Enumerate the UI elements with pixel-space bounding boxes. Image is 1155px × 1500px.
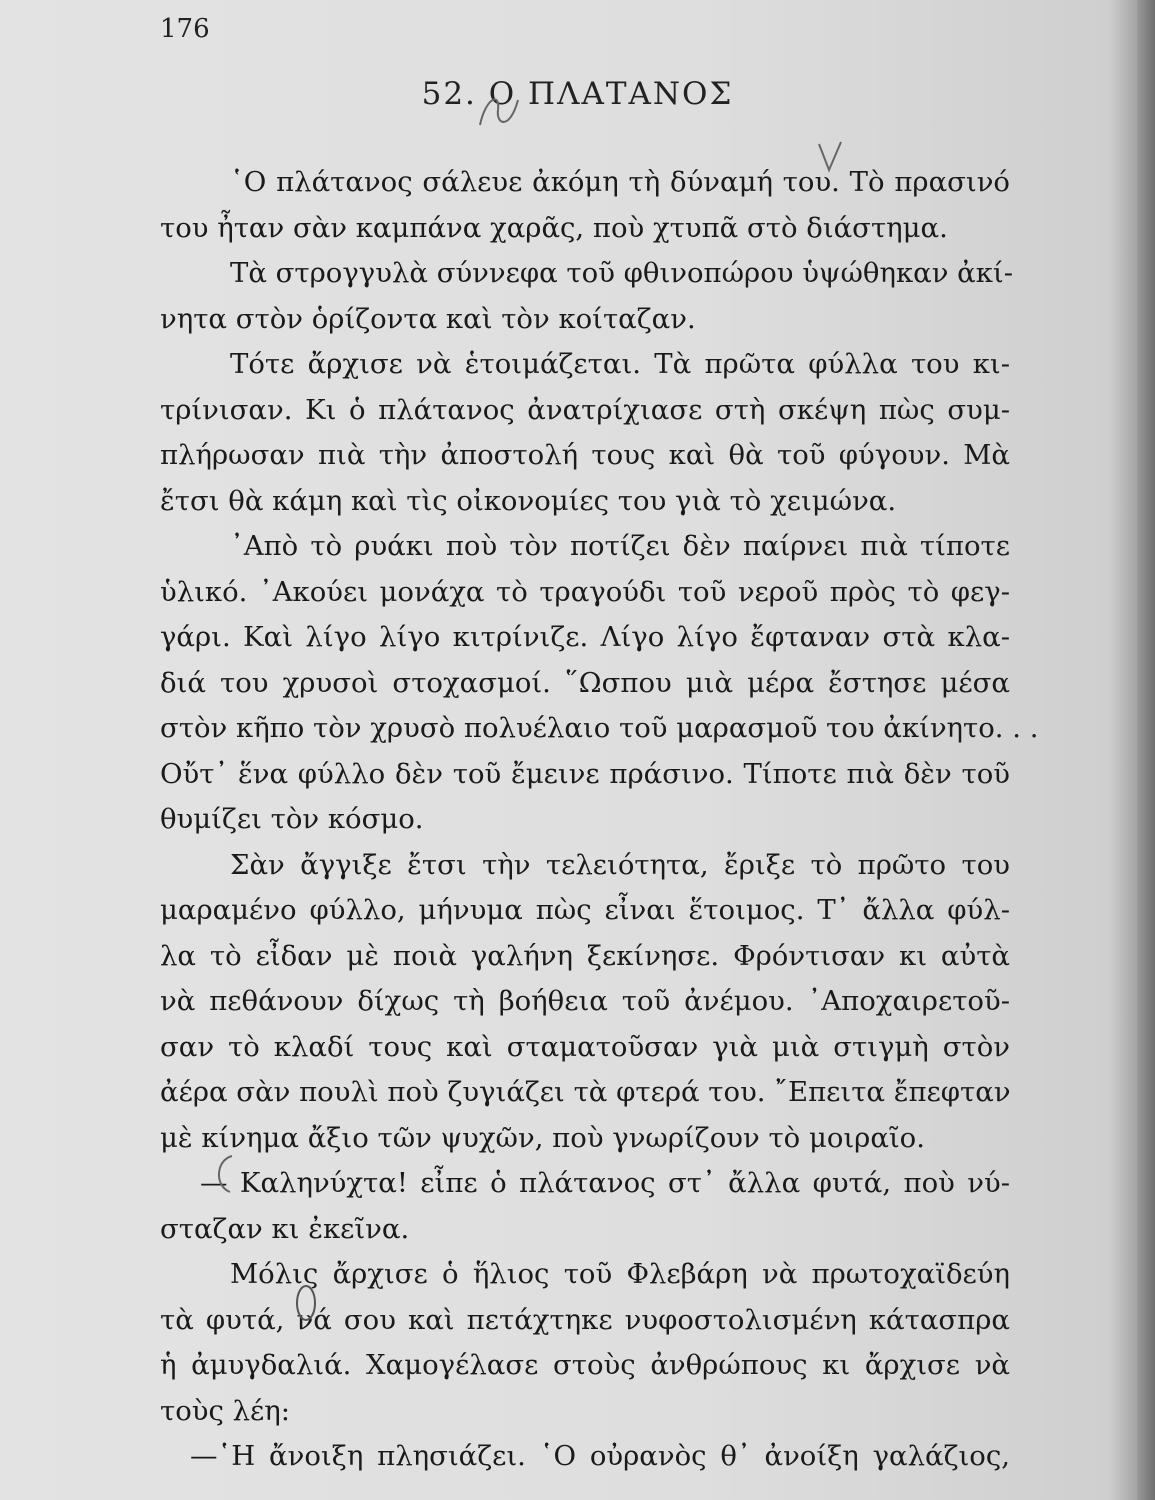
body-text <box>160 160 1039 1480</box>
text-line: ἔτσι θὰ κάμη καὶ τὶς οἰκονομίες του γιὰ τὸ χειμώνα. <box>160 484 897 517</box>
text-line: νητα στὸν ὁρίζοντα καὶ τὸν κοίταζαν. <box>160 302 696 335</box>
page-edge-shadow <box>1137 0 1155 1500</box>
text-line: σαν τὸ κλαδί τους καὶ σταματοῦσαν γιὰ μιὰ στιγμὴ στὸν <box>160 1030 1010 1063</box>
text-line: τοὺς λέη: <box>160 1394 291 1427</box>
text-line: διά του χρυσοὶ στοχασμοί. ῞Ωσπου μιὰ μέρα ἔστησε μέσα <box>160 666 1010 699</box>
text-line: στὸν κῆπο τὸν χρυσὸ πολυέλαιο τοῦ μαρασμοῦ του ἀκίνητο. . . <box>160 712 1039 744</box>
text-line: Σὰν ἄγγιξε ἔτσι τὴν τελειότητα, ἔριξε τὸ πρῶτο του <box>230 848 1010 881</box>
text-line: τρίνισαν. Κι ὁ πλάτανος ἀνατρίχιασε στὴ σκέψη πὼς συμ- <box>160 393 1010 426</box>
text-line: μὲ κίνημα ἄξιο τῶν ψυχῶν, ποὺ γνωρίζουν τὸ μοιραῖο. <box>160 1121 925 1154</box>
text-line: Τότε ἄρχισε νὰ ἑτοιμάζεται. Τὰ πρῶτα φύλλα του κι- <box>230 348 1010 380</box>
text-line: ὑλικό. ᾿Ακούει μονάχα τὸ τραγούδι τοῦ νεροῦ πρὸς τὸ φεγ- <box>160 575 1010 608</box>
page-number: 176 <box>160 14 210 44</box>
text-line: ἀέρα σὰν πουλὶ ποὺ ζυγιάζει τὰ φτερά του. ῎Επειτα ἔπεφταν <box>160 1076 1011 1108</box>
text-line: μαραμένο φύλλο, μήνυμα πὼς εἶναι ἕτοιμος. Τ᾿ ἄλλα φύλ- <box>160 894 1010 926</box>
pencil-check-mark <box>815 140 845 180</box>
pencil-circle-mark <box>292 1282 320 1324</box>
text-line: ῾Ο πλάτανος σάλευε ἀκόμη τὴ δύναμή του. Τὸ πρασινό <box>230 166 1010 198</box>
text-line: ἡ ἀμυγδαλιά. Χαμογέλασε στοὺς ἀνθρώπους κι ἄρχισε νὰ <box>160 1349 1010 1381</box>
chapter-title: 52. Ο ΠΛΑΤΑΝΟΣ <box>421 76 734 112</box>
text-line: τὰ φυτά, νά σου καὶ πετάχτηκε νυφοστολισμένη κάτασπρα <box>160 1303 1010 1336</box>
text-line: — Καληνύχτα! εἶπε ὁ πλάτανος στ᾿ ἄλλα φυτά, ποὺ νύ- <box>200 1167 1010 1199</box>
text-line: —῾Η ἄνοιξη πλησιάζει. ῾Ο οὐρανὸς θ᾿ ἀνοίξη γαλάζιος, <box>190 1440 1010 1472</box>
text-line: Τὰ στρογγυλὰ σύννεφα τοῦ φθινοπώρου ὑψώθηκαν ἀκί- <box>230 257 1013 289</box>
text-line: νὰ πεθάνουν δίχως τὴ βοήθεια τοῦ ἀνέμου. ᾿Αποχαιρετοῦ- <box>160 985 1010 1017</box>
text-line: πλήρωσαν πιὰ τὴν ἀποστολή τους καὶ θὰ τοῦ φύγουν. Μὰ <box>160 439 1010 471</box>
text-line: Μόλις ἄρχισε ὁ ἥλιος τοῦ Φλεβάρη νὰ πρωτοχαϊδεύη <box>230 1258 1010 1290</box>
text-line: σταζαν κι ἐκεῖνα. <box>160 1212 410 1245</box>
text-line: θυμίζει τὸν κόσμο. <box>160 803 424 835</box>
pencil-annotation-mark <box>470 80 530 140</box>
text-line: Οὔτ᾿ ἕνα φύλλο δὲν τοῦ ἔμεινε πράσινο. Τίποτε πιὰ δὲν τοῦ <box>160 757 1010 790</box>
text-line: γάρι. Καὶ λίγο λίγο κιτρίνιζε. Λίγο λίγο ἔφταναν στὰ κλα- <box>160 621 1010 653</box>
text-line: λα τὸ εἶδαν μὲ ποιὰ γαλήνη ξεκίνησε. Φρόντισαν κι αὐτὰ <box>160 939 1010 972</box>
pencil-bracket-mark <box>210 1152 240 1196</box>
text-line: ᾿Απὸ τὸ ρυάκι ποὺ τὸν ποτίζει δὲν παίρνει πιὰ τίποτε <box>230 530 1010 562</box>
text-line: του ἦταν σὰν καμπάνα χαρᾶς, ποὺ χτυπᾶ στὸ διάστημα. <box>160 211 948 244</box>
